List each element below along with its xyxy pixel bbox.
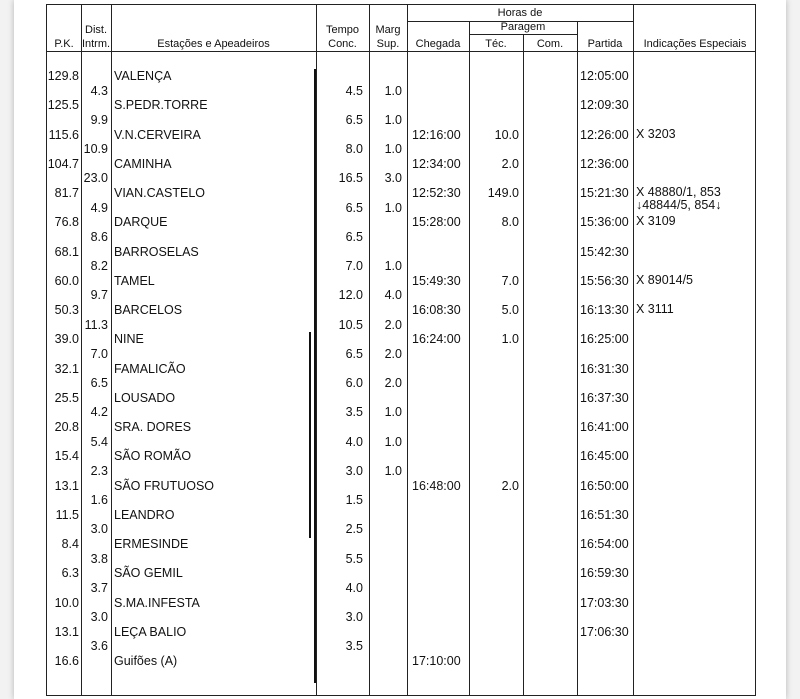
col-divider [407, 5, 408, 695]
station-pk: 32.1 [54, 361, 79, 376]
station-name: SRA. DORES [114, 420, 192, 434]
header-com: Com. [536, 38, 564, 50]
header-dist-line1: Dist. [85, 24, 107, 36]
station-pk: 125.5 [47, 98, 79, 113]
station-pk: 129.8 [47, 69, 79, 83]
segment-tempo: 6.5 [345, 112, 363, 127]
station-pk: 115.6 [48, 127, 79, 142]
segment-dist: 9.7 [90, 288, 108, 303]
segment-dist: 3.0 [90, 522, 108, 537]
station-partida: 16:45:00 [580, 449, 629, 464]
station-pk: 16.6 [54, 654, 79, 668]
timetable-page [14, 0, 786, 699]
station-chegada: 12:52:30 [412, 186, 461, 200]
station-partida: 16:31:30 [580, 361, 629, 376]
segment-marg: 3.0 [384, 171, 402, 186]
station-name: LOUSADO [114, 390, 176, 405]
header-tec: Téc. [485, 38, 507, 50]
station-partida: 15:42:30 [580, 244, 629, 259]
segment-tempo: 7.0 [345, 259, 363, 274]
station-tec: 10.0 [494, 127, 519, 142]
header-indicacoes: Indicações Especiais [643, 38, 747, 50]
header-pk: P.K. [54, 38, 74, 50]
header-divider [469, 34, 577, 35]
station-chegada: 12:16:00 [412, 127, 461, 142]
station-partida: 12:09:30 [580, 98, 629, 113]
header-marg-line1: Marg [375, 24, 401, 36]
station-tec: 2.0 [501, 156, 519, 171]
segment-dist: 10.9 [83, 142, 108, 157]
segment-tempo: 5.5 [345, 551, 363, 566]
station-partida: 17:03:30 [580, 595, 629, 610]
header-dist-line2: Intrm. [81, 38, 111, 50]
segment-dist: 7.0 [90, 346, 108, 361]
timetable [46, 4, 756, 696]
station-pk: 8.4 [61, 537, 79, 551]
segment-tempo: 8.0 [345, 142, 363, 157]
segment-dist: 4.9 [90, 200, 108, 215]
segment-tempo: 10.5 [338, 317, 363, 332]
segment-tempo: 3.5 [345, 405, 363, 420]
station-partida: 12:05:00 [580, 69, 629, 83]
segment-marg: 1.0 [384, 142, 402, 157]
segment-tempo: 3.5 [345, 639, 363, 654]
station-pk: 11.5 [55, 507, 79, 522]
station-note: X 48880/1, 853 ↓48844/5, 854↓ [636, 185, 722, 212]
segment-marg: 2.0 [384, 376, 402, 391]
col-divider [469, 21, 470, 695]
segment-dist: 3.8 [90, 551, 108, 566]
segment-tempo: 6.5 [345, 200, 363, 215]
station-partida: 12:26:00 [580, 127, 629, 142]
station-name: VIAN.CASTELO [114, 186, 205, 200]
header-horas-de: Horas de [497, 7, 543, 19]
segment-tempo: 1.5 [345, 493, 363, 508]
segment-marg: 1.0 [384, 259, 402, 274]
station-name: BARCELOS [114, 303, 183, 317]
station-partida: 16:25:00 [580, 332, 629, 347]
station-name: SÃO GEMIL [114, 566, 183, 581]
segment-tempo: 16.5 [338, 171, 363, 186]
station-pk: 13.1 [54, 624, 79, 639]
station-name: FAMALICÃO [114, 361, 186, 376]
station-chegada: 15:49:30 [412, 273, 461, 288]
segment-tempo: 12.0 [338, 288, 363, 303]
station-pk: 15.4 [54, 449, 79, 464]
station-name: VALENÇA [114, 69, 172, 83]
segment-tempo: 3.0 [345, 610, 363, 625]
segment-tempo: 6.5 [345, 346, 363, 361]
station-pk: 6.3 [61, 566, 79, 581]
station-partida: 16:37:30 [580, 390, 629, 405]
header-marg-line2: Sup. [376, 38, 400, 50]
station-name: V.N.CERVEIRA [114, 127, 201, 142]
station-pk: 25.5 [54, 390, 79, 405]
segment-dist: 6.5 [90, 376, 108, 391]
station-chegada: 16:48:00 [412, 478, 461, 493]
segment-dist: 3.6 [90, 639, 108, 654]
station-chegada: 15:28:00 [412, 215, 461, 230]
station-partida: 16:41:00 [580, 420, 629, 434]
segment-marg: 1.0 [384, 112, 402, 127]
header-paragem: Paragem [500, 21, 546, 33]
segment-dist: 11.3 [84, 317, 108, 332]
station-partida: 15:36:00 [580, 215, 629, 230]
station-name: LEÇA BALIO [114, 624, 187, 639]
station-note: X 3109 [636, 214, 676, 229]
header-chegada: Chegada [415, 38, 461, 50]
segment-marg: 2.0 [384, 317, 402, 332]
segment-dist: 2.3 [90, 463, 108, 478]
segment-dist: 3.7 [90, 580, 108, 595]
segment-dist: 9.9 [90, 112, 108, 127]
segment-dist: 8.2 [90, 259, 108, 274]
col-divider [523, 34, 524, 695]
station-partida: 15:21:30 [580, 186, 629, 200]
station-pk: 50.3 [54, 303, 79, 317]
station-chegada: 12:34:00 [412, 156, 461, 171]
station-tec: 2.0 [501, 478, 519, 493]
station-partida: 12:36:00 [580, 156, 629, 171]
header-tempo-line2: Conc. [328, 38, 357, 50]
segment-dist: 5.4 [90, 434, 108, 449]
header-bottom-rule [47, 51, 755, 52]
station-note: X 89014/5 [636, 272, 693, 287]
col-divider [577, 21, 578, 695]
station-pk: 39.0 [54, 332, 79, 347]
station-note: X 3111 [636, 302, 674, 316]
segment-marg: 1.0 [384, 83, 402, 98]
segment-tempo: 6.0 [345, 376, 363, 391]
station-pk: 81.7 [54, 186, 79, 200]
station-pk: 10.0 [54, 595, 79, 610]
station-name: DARQUE [114, 215, 168, 230]
station-tec: 8.0 [501, 215, 519, 230]
segment-tempo: 4.0 [345, 434, 363, 449]
station-pk: 68.1 [54, 244, 79, 259]
station-chegada: 16:08:30 [412, 303, 461, 317]
station-name: LEANDRO [114, 507, 175, 522]
station-tec: 7.0 [501, 273, 519, 288]
segment-dist: 4.3 [90, 83, 108, 98]
segment-marg: 4.0 [384, 288, 402, 303]
station-partida: 15:56:30 [580, 273, 629, 288]
segment-marg: 1.0 [384, 405, 402, 420]
station-name: CAMINHA [114, 156, 172, 171]
segment-tempo: 4.0 [345, 580, 363, 595]
station-pk: 20.8 [54, 420, 79, 434]
station-partida: 16:59:30 [580, 566, 629, 581]
segment-tempo: 3.0 [345, 463, 363, 478]
header-tempo-line1: Tempo [325, 24, 360, 36]
segment-marg: 2.0 [384, 346, 402, 361]
segment-dist: 1.6 [90, 493, 108, 508]
station-partida: 16:50:00 [580, 478, 629, 493]
segment-marg: 1.0 [384, 200, 402, 215]
header-stations: Estações e Apeadeiros [157, 38, 270, 50]
station-tec: 1.0 [501, 332, 519, 347]
station-pk: 76.8 [54, 215, 79, 230]
segment-marg: 1.0 [384, 434, 402, 449]
station-chegada: 17:10:00 [412, 654, 461, 668]
station-name: ERMESINDE [114, 537, 189, 551]
header-partida: Partida [587, 38, 623, 50]
station-name: SÃO FRUTUOSO [114, 478, 215, 493]
segment-dist: 8.6 [90, 229, 108, 244]
col-divider [633, 5, 634, 695]
station-pk: 60.0 [54, 273, 79, 288]
segment-dist: 3.0 [90, 610, 108, 625]
station-chegada: 16:24:00 [412, 332, 461, 347]
col-divider [111, 5, 112, 695]
station-pk: 13.1 [54, 478, 79, 493]
station-partida: 16:51:30 [580, 507, 629, 522]
station-tec: 5.0 [501, 303, 519, 317]
station-name: TAMEL [114, 273, 155, 288]
station-name: Guifões (A) [114, 654, 178, 668]
tempo-double-track-bar [309, 332, 311, 538]
station-tec: 149.0 [487, 186, 519, 200]
station-partida: 17:06:30 [580, 624, 629, 639]
station-name: NINE [114, 332, 144, 347]
station-name: BARROSELAS [114, 244, 199, 259]
segment-tempo: 2.5 [345, 522, 363, 537]
station-partida: 16:54:00 [580, 537, 629, 551]
station-note: X 3203 [636, 126, 676, 141]
station-name: S.MA.INFESTA [114, 595, 200, 610]
segment-tempo: 4.5 [345, 83, 363, 98]
segment-marg: 1.0 [384, 463, 402, 478]
station-name: SÃO ROMÃO [114, 449, 192, 464]
segment-dist: 23.0 [83, 171, 108, 186]
segment-dist: 4.2 [90, 405, 108, 420]
station-pk: 104.7 [47, 156, 79, 171]
station-partida: 16:13:30 [580, 303, 629, 317]
station-name: S.PEDR.TORRE [114, 98, 208, 113]
segment-tempo: 6.5 [345, 229, 363, 244]
